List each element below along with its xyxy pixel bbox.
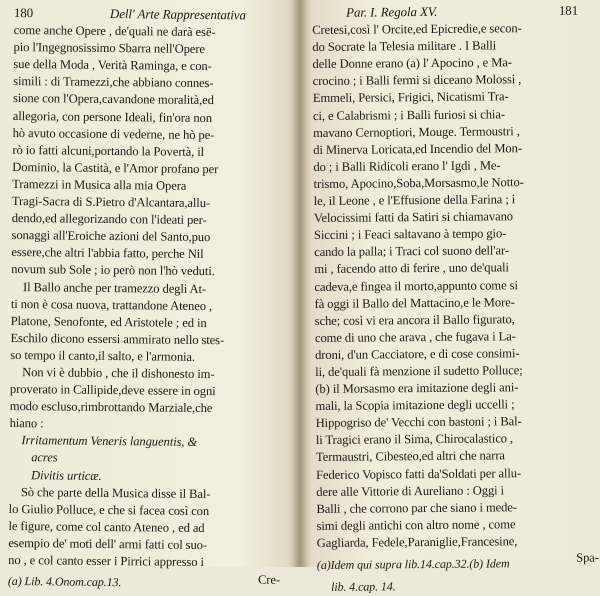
right-line-7: mavano Cernoptiori, Mouge. Termoustri , [313,123,520,140]
right-line-6: ci, e Calabrismi ; i Balli furiosi si chia- [312,106,505,123]
left-line-11: Tragi-Sacra di S.Pietro d'Alcantara,allu- [11,194,211,211]
right-line-14: cando la palla; i Traci col suono dell'ar- [314,243,509,260]
left-line-23: modo escluso,rimbrottando Marziale,che [9,399,213,416]
left-line-22: proverato in Callipide,deve essere in ogni [9,382,216,399]
left-line-2: pio l'Ingegnosissimo Sbarra nell'Opere [13,40,205,57]
right-line-28: dere alle Vittorie di Aureliano : Oggi i [316,482,505,499]
right-running-title: Par. I. Regola XV. [346,3,438,20]
left-line-9: Dominio, la Castità, e l'Amor profano per [12,159,219,176]
right-page [312,2,599,594]
left-line-3: sue della Moda , Verità Raminga, e con- [13,57,212,74]
left-page [7,4,286,590]
left-line-6: allegoria, con persone Ideali, fin'ora non [12,108,213,125]
right-line-17: fà oggi il Ballo del Mattacino,e le More- [314,294,515,311]
left-line-28: esempio de' moti dell' armi fatti col suo- [8,535,208,552]
right-line-8: di Minerva Loricata,ed Incendio del Mon- [313,140,522,157]
right-line-15: mi , facendo atto di ferire , uno de'quali [314,260,509,277]
right-line-10: trismo, Apocino,Soba,Morsasmo,le Notto- [313,175,524,191]
left-line-27: le figure, come col canto Ateneo , ed ad [8,518,205,535]
left-line-15: novum sub Sole ; io però non l'hò veduti. [11,262,215,279]
left-line-13: sonaggi all'Eroiche azioni del Santo,puo [11,228,211,245]
right-footnote-2: lib. 4.cap. 14. [331,579,396,594]
right-line-20: droni, d'un Cacciatore, e di cose consimi- [315,346,520,362]
right-line-11: le, il Leone , e l'Effusione della Farina ; i [313,192,516,209]
left-page-number: 180 [13,4,34,21]
right-running-head [312,2,594,22]
right-line-9: do ; i Balli Ridicoli erano l' Igdi , Me- [313,158,501,174]
left-catchword: Cre- [257,572,281,587]
left-line-14: essere,che altri l'abbia fatto, perche Nil [11,245,204,262]
left-quote-line-3: Divitis urticæ. [30,467,102,483]
right-line-26: Termaustri, Cibesteo,ed altri che narra [315,448,505,465]
right-line-12: Velocissimi fatti da Satiri si chiamavano [313,209,514,226]
left-line-19: Eschilo dicono essersi ammirato nello stes- [10,330,225,347]
left-running-title: Dell' Arte Rappresentativa [109,6,246,23]
left-line-16: Il Ballo anche per tramezzo degli At- [22,279,207,296]
right-line-27: Federico Vopisco fatti da'Soldati per allu- [316,465,522,482]
right-line-5: Emmeli, Persici, Frigici, Nicatismi Tra- [312,89,509,106]
left-line-20: so tempo il canto,il salto, e l'armonia. [10,347,196,364]
right-line-24: Hippogriso de' Vecchi con bastoni ; i Bal- [315,414,522,431]
left-line-1: come anche Opere , de'quali ne darà esē- [13,23,216,40]
left-line-21: Non vi è dubbio , che il dishonesto im- [22,365,215,382]
left-quote-line-1: Irritamentum Veneris languentis, & [21,433,198,450]
right-line-21: li, de'quali fà menzione il sudetto Polluce; [315,363,523,379]
left-line-26: lo Giulio Polluce, e che si facea così con [8,501,210,518]
right-line-1: Cretesi,così l' Orcite,ed Epicredie,e secon- [312,21,522,38]
left-quote-line-2: acres [31,450,58,465]
right-line-19: come di uno che arava , che fugava i La- [314,329,516,345]
right-line-30: simi degli antichi con altro nome , come [316,517,516,533]
left-line-12: dendo,ed allegorizando con l'ideati per- [11,211,207,228]
left-line-5: sione con l'Opera,cavandone moralità,ed [12,91,214,108]
right-line-22: (b) il Morsasmo era imitazione degli ani- [315,380,519,397]
left-line-24: hiano : [9,416,44,431]
right-line-16: cadeva,e fingea il morto,appunto come si [314,277,518,294]
right-line-31: Gagliarda, Fedele,Paraniglie,Francesine, [316,534,518,550]
right-line-25: li Tragici erano il Sima, Chirocalastico , [315,431,514,448]
right-page-number: 181 [558,2,579,18]
right-line-2: do Socrate la Telesia militare . I Balli [312,38,497,55]
left-line-18: Platone, Senofonte, ed Aristotele ; ed in [10,313,207,330]
right-line-29: Balli , che corrono par che siano i mede- [316,499,517,516]
book-gutter [292,0,308,567]
left-line-25: Sò che parte della Musica disse il Bal- [20,484,211,501]
left-running-head [14,4,286,24]
right-footnote-1: (a)Idem qui supra lib.14.cap.32.(b) Idem [316,556,510,572]
right-catchword: Spa- [576,550,599,565]
left-line-7: hò avuto occasione di vederne, ne hò pe- [12,125,215,142]
right-line-23: mali, la Scopia imitazione degli uccelli ; [315,397,515,414]
left-line-8: rò io fatti alcuni,portando la Povertà, il [12,142,205,159]
right-line-3: delle Donne erano (a) l' Apocino , e Ma- [312,55,512,72]
right-line-4: crocino ; i Balli fermi si diceano Molossi , [312,72,522,89]
left-line-4: simili : di Tramezzi,che abbiano connes- [13,74,214,91]
left-footnote: (a) Lib. 4.Onom.cap.13. [7,574,122,590]
left-line-17: ti non è cosa nuova, trattandone Ateneo , [10,296,213,313]
right-line-18: sche; così vi era ancora il Ballo figurato, [314,311,515,328]
left-line-29: no , e col canto esser i Pirrici appresso i [8,552,204,570]
left-line-10: Tramezzi in Musica alla mia Opera [12,176,187,193]
right-line-13: Siccini ; i Feaci saltavano à tempo gio- [313,226,507,243]
